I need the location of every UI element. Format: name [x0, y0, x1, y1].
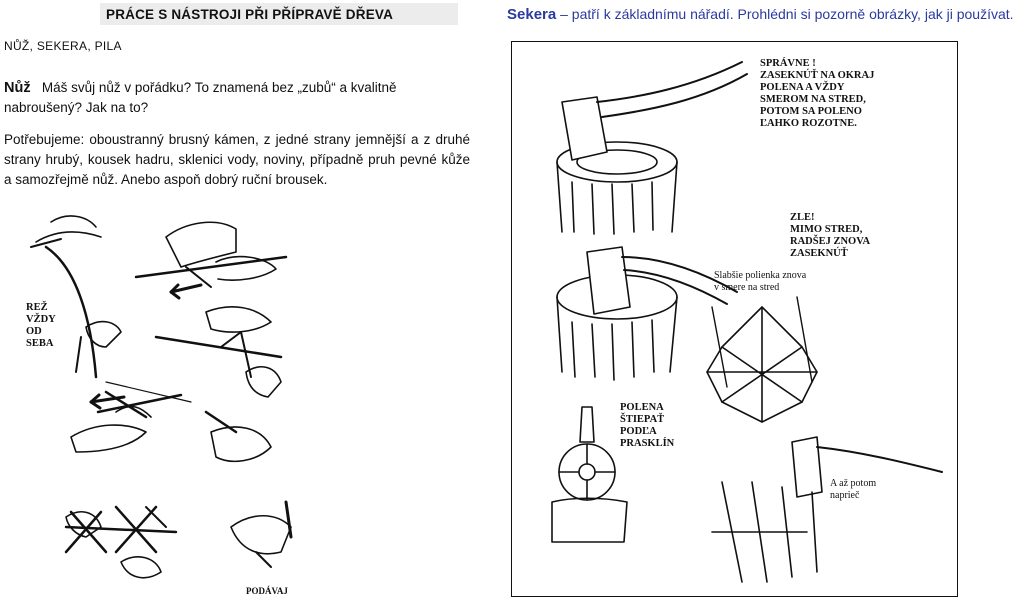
axe-intro-text: patří k základnímu nářadí. Prohlédni si pozorně obrázky, jak ji používat. [571, 6, 1014, 22]
axe-intro [507, 6, 1014, 23]
section-subheading: NŮŽ, SEKERA, PILA [4, 39, 122, 53]
caption-then-across: A až potom naprieč [830, 478, 877, 501]
knife-blade-1 [98, 392, 181, 417]
axe-illustration [511, 41, 958, 597]
axe-head-3 [792, 437, 822, 497]
caption-hand-over: PODÁVAJ [246, 586, 288, 596]
hand-shape-1 [36, 216, 101, 242]
document-title-bar [100, 3, 458, 25]
knife-intro [4, 78, 474, 118]
split-pieces [707, 307, 817, 422]
caption-correct: SPRÁVNE ! ZASEKNÚŤ NA OKRAJ POLENA A VŽDY SMEROM NA STRED, POTOM SA POLENO ĽAHKO ROZOTNE. [760, 58, 875, 129]
knife-illustration [6, 207, 316, 607]
knife-needs-paragraph: Potřebujeme: oboustranný brusný kámen, z jedné strany jemnější a z druhé strany hrubý, kousek hadru, sklenici vody, noviny, případně pruh pevné kůže a samozřejmě nůž. Anebo aspoň dobrý ruční brousek. [4, 132, 470, 187]
axe-dash: – [560, 6, 568, 22]
knife-drawing [6, 207, 316, 607]
axe-label: Sekera [507, 6, 557, 23]
caption-split-cracks: POLENA ŠTIEPAŤ PODĽA PRASKLÍN [620, 402, 675, 449]
axe-drawing [512, 42, 957, 596]
caption-thinner-pieces: Slabšie polienka znova v smere na stred [714, 270, 807, 293]
caption-wrong: ZLE! MIMO STRED, RADŠEJ ZNOVA ZASEKNÚŤ [790, 212, 871, 259]
axe-handle-1 [597, 62, 747, 117]
stick-3 [156, 337, 281, 357]
knife-question: Máš svůj nůž v pořádku? To znamená bez „zubů“ a kvalitně nabroušený? Jak na to? [4, 80, 397, 115]
caption-cut-away: REŽ VŽDY OD SEBA [26, 302, 56, 349]
knife-label: Nůž [4, 80, 31, 96]
hand-shape-2 [166, 222, 236, 267]
document-title: PRÁCE S NÁSTROJI PŘI PŘÍPRAVĚ DŘEVA [106, 7, 394, 22]
